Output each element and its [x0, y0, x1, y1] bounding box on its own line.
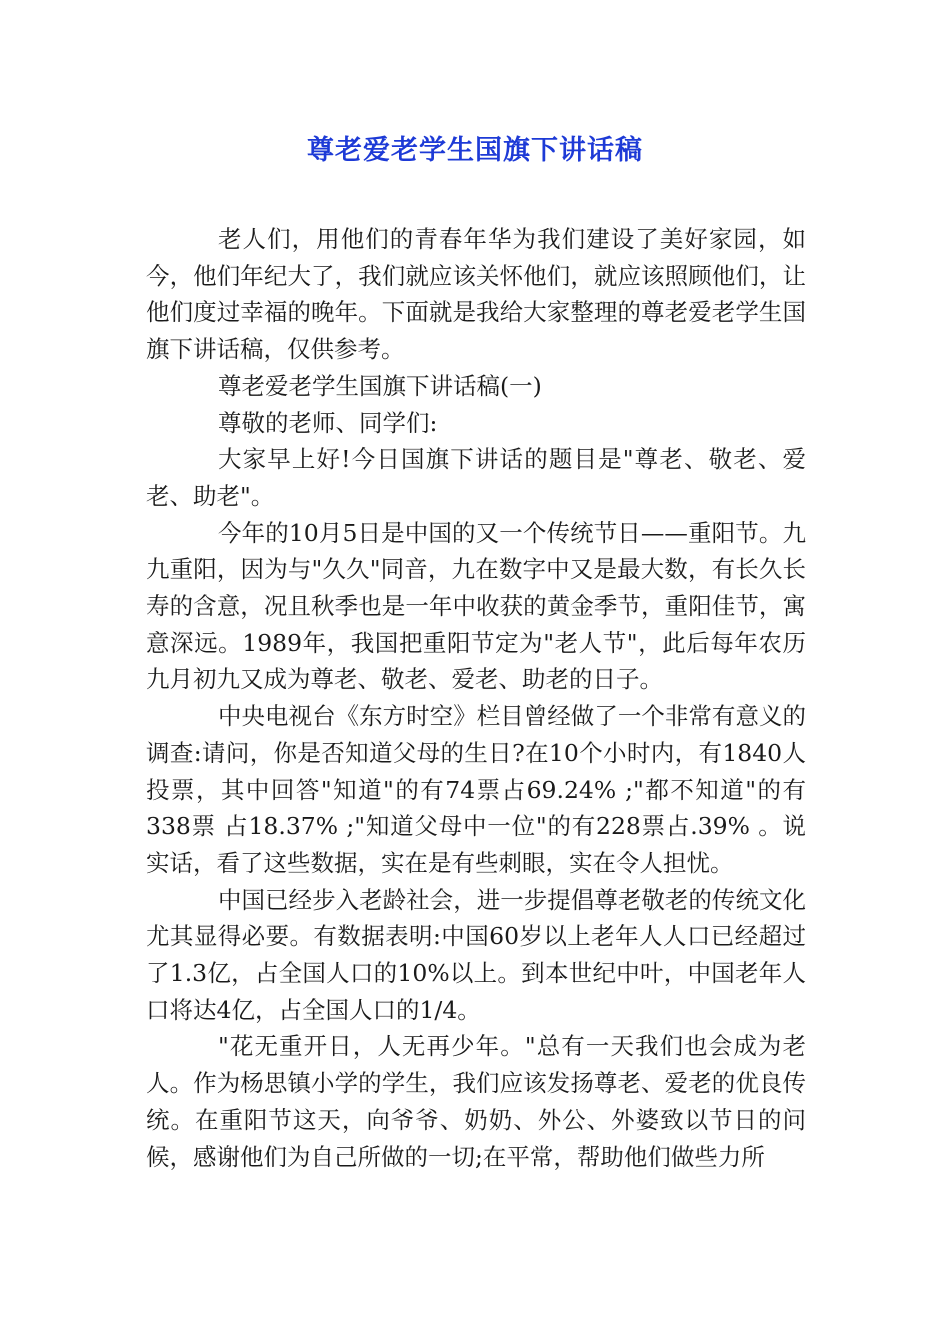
paragraph-salutation: 尊敬的老师、同学们:	[218, 408, 438, 437]
paragraph-survey: 中央电视台《东方时空》栏目曾经做了一个非常有意义的调查:请问，你是否知道父母的生日?在10个小时内，有1840人投票，其中回答"知道"的有74票占69.24% ;"都不知道"的有 338票 占18.37% ;"知道父母中一位"的有228票占.39% 。说实话，看了这些数据，实在是有些刺眼，实在令人担忧。	[146, 702, 806, 877]
paragraph-tradition: "花无重开日，人无再少年。"总有一天我们也会成为老人。作为杨思镇小学的学生，我们应该发扬尊老、爱老的优良传统。在重阳节这天，向爷爷、奶奶、外公、外婆致以节日的问候，感谢他们为自己所做的一切;在平常，帮助他们做些力所	[146, 1032, 806, 1171]
paragraph-subtitle: 尊老爱老学生国旗下讲话稿(一)	[218, 371, 542, 400]
document-title: 尊老爱老学生国旗下讲话稿	[307, 135, 643, 166]
paragraph-greeting: 大家早上好!今日国旗下讲话的题目是"尊老、敬老、爱老、助老"。	[146, 445, 806, 510]
paragraph-aging-society: 中国已经步入老龄社会，进一步提倡尊老敬老的传统文化尤其显得必要。有数据表明:中国60岁以上老年人人口已经超过了1.3亿，占全国人口的10%以上。到本世纪中叶，中国老年人口将达4亿，占全国人口的1/4。	[146, 885, 806, 1024]
paragraph-intro: 老人们，用他们的青春年华为我们建设了美好家园，如今，他们年纪大了，我们就应该关怀他们，就应该照顾他们，让他们度过幸福的晚年。下面就是我给大家整理的尊老爱老学生国旗下讲话稿，仅供参考。	[146, 225, 806, 364]
paragraph-chongyang: 今年的10月5日是中国的又一个传统节日——重阳节。九九重阳，因为与"久久"同音，九在数字中又是最大数，有长久长寿的含意，况且秋季也是一年中收获的黄金季节，重阳佳节，寓意深远。1989年，我国把重阳节定为"老人节"，此后每年农历九月初九又成为尊老、敬老、爱老、助老的日子。	[146, 518, 806, 694]
document-body	[146, 221, 806, 1175]
